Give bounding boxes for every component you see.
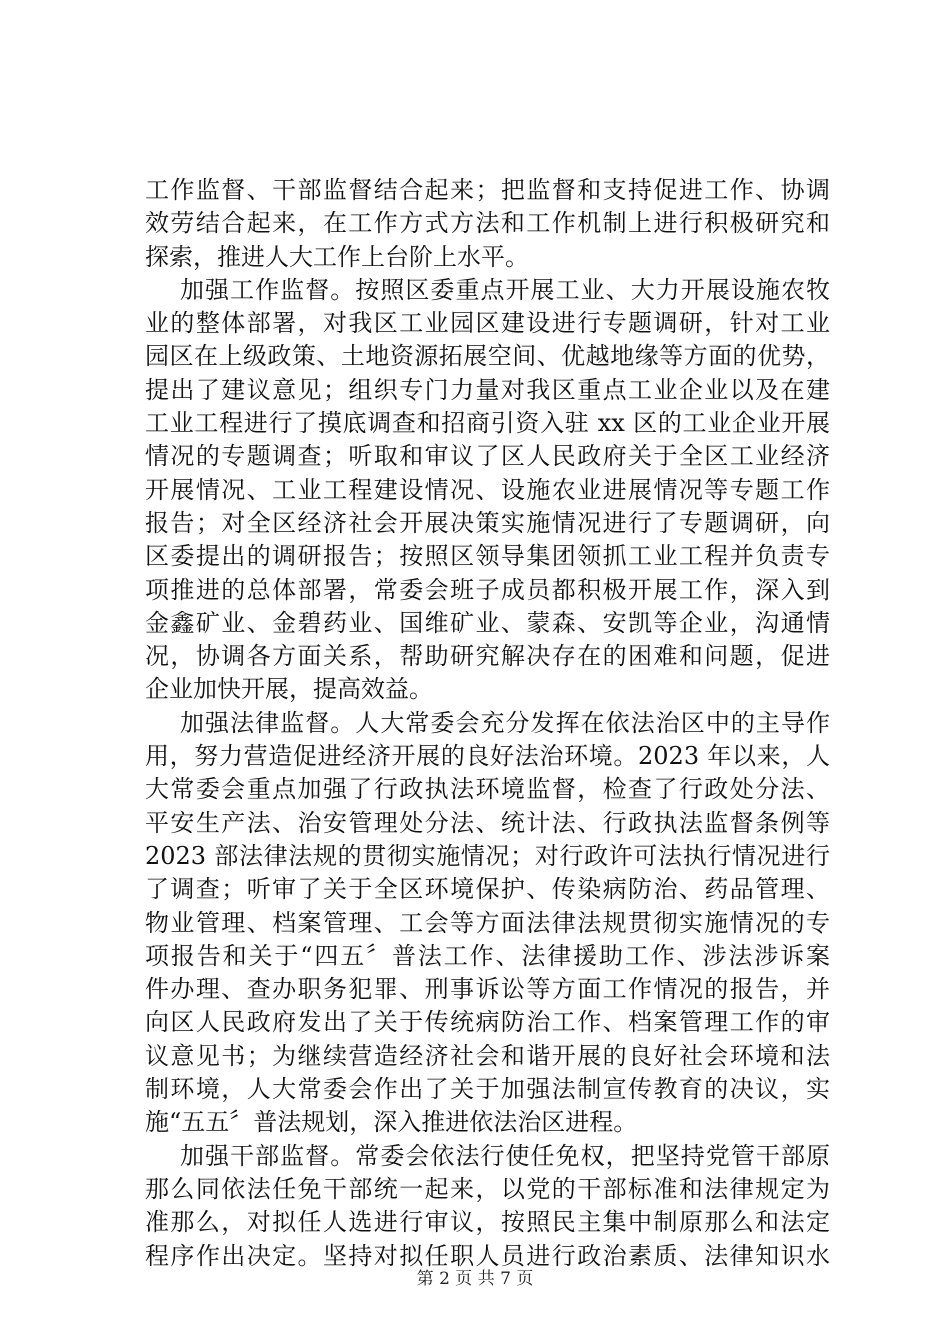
document-body xyxy=(145,174,830,1273)
text-line: 业的整体部署，对我区工业园区建设进行专题调研，针对工业 xyxy=(145,309,830,338)
text-line: 加强干部监督。常委会依法行使任免权，把坚持党管干部原 xyxy=(180,1141,830,1170)
text-line: 报告；对全区经济社会开展决策实施情况进行了专题调研，向 xyxy=(145,508,830,537)
text-line: 提出了建议意见；组织专门力量对我区重点工业企业以及在建 xyxy=(145,375,830,404)
text-line: 制环境，人大常委会作出了关于加强法制宣传教育的决议，实 xyxy=(145,1075,830,1104)
text-line: 2023 部法律法规的贯彻实施情况；对行政许可法执行情况进行 xyxy=(145,841,830,870)
page-footer: 第 2 页 共 7 页 xyxy=(416,1269,534,1289)
text-line: 工业工程进行了摸底调查和招商引资入驻 xx 区的工业企业开展 xyxy=(145,409,830,438)
text-line: 物业管理、档案管理、工会等方面法律法规贯彻实施情况的专 xyxy=(145,908,830,937)
text-line: 议意见书；为继续营造经济社会和谐开展的良好社会环境和法 xyxy=(145,1041,830,1070)
text-line: 件办理、查办职务犯罪、刑事诉讼等方面工作情况的报告，并 xyxy=(145,975,830,1004)
text-line: 工作监督、干部监督结合起来；把监督和支持促进工作、协调 xyxy=(145,176,830,204)
text-line: 平安生产法、治安管理处分法、统计法、行政执法监督条例等 xyxy=(145,808,830,837)
text-line: 园区在上级政策、土地资源拓展空间、优越地缘等方面的优势， xyxy=(145,342,830,371)
text-line: 企业加快开展，提高效益。 xyxy=(145,675,433,704)
text-line: 施“五五〞普法规划，深入推进依法治区进程。 xyxy=(145,1108,638,1137)
text-line: 准那么，对拟任人选进行审议，按照民主集中制原那么和法定 xyxy=(145,1208,830,1237)
text-line: 了调查；听审了关于全区环境保护、传染病防治、药品管理、 xyxy=(145,875,830,904)
text-line: 项推进的总体部署，常委会班子成员都积极开展工作，深入到 xyxy=(145,575,830,604)
text-line: 探索，推进人大工作上台阶上水平。 xyxy=(145,242,529,271)
text-line: 开展情况、工业工程建设情况、设施农业进展情况等专题工作 xyxy=(145,475,830,504)
text-line: 区委提出的调研报告；按照区领导集团领抓工业工程并负责专 xyxy=(145,542,830,571)
text-line: 向区人民政府发出了关于传统病防治工作、档案管理工作的审 xyxy=(145,1008,830,1037)
text-line: 项报告和关于“四五〞普法工作、法律援助工作、涉法涉诉案 xyxy=(145,941,830,970)
text-line: 情况的专题调查；听取和审议了区人民政府关于全区工业经济 xyxy=(145,442,830,471)
text-line: 金鑫矿业、金碧药业、国维矿业、蒙森、安凯等企业，沟通情 xyxy=(145,608,830,637)
text-line: 那么同依法任免干部统一起来，以党的干部标准和法律规定为 xyxy=(145,1174,830,1203)
text-line: 大常委会重点加强了行政执法环境监督，检查了行政处分法、 xyxy=(145,775,830,804)
text-line: 加强法律监督。人大常委会充分发挥在依法治区中的主导作 xyxy=(180,708,830,737)
text-line: 效劳结合起来，在工作方式方法和工作机制上进行积极研究和 xyxy=(145,209,830,238)
text-line: 加强工作监督。按照区委重点开展工业、大力开展设施农牧 xyxy=(180,275,830,304)
text-line: 程序作出决定。坚持对拟任职人员进行政治素质、法律知识水 xyxy=(145,1241,830,1270)
text-line: 用，努力营造促进经济开展的良好法治环境。2023 年以来，人 xyxy=(145,742,830,771)
text-line: 况，协调各方面关系，帮助研究解决存在的困难和问题，促进 xyxy=(145,642,830,671)
